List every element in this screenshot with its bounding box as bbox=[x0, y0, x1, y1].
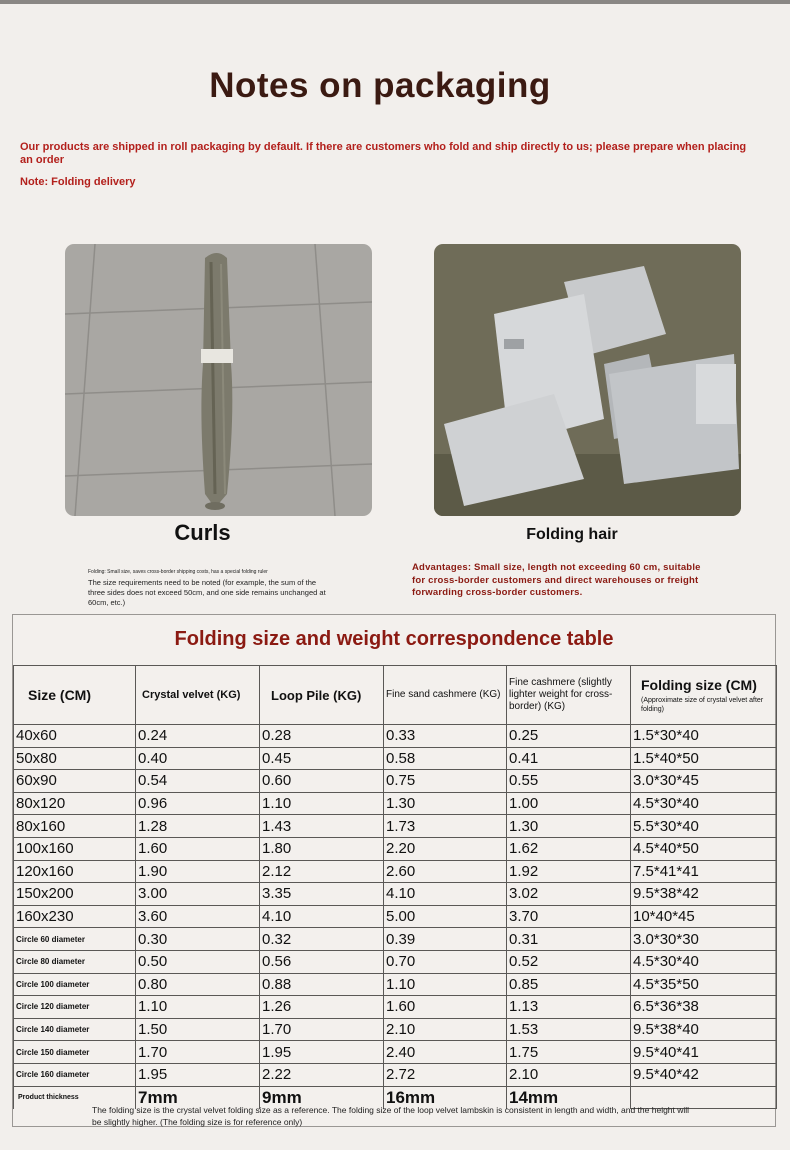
folded-packages-image bbox=[434, 244, 741, 516]
cell-thickness-loop: 9mm bbox=[260, 1086, 384, 1109]
cell-fine-sand: 2.40 bbox=[384, 1041, 507, 1064]
cell-fine-cashmere: 0.52 bbox=[507, 950, 631, 973]
table-row bbox=[14, 996, 777, 1019]
table-title: Folding size and weight correspondence table bbox=[13, 615, 775, 666]
cell-size: 120x160 bbox=[14, 860, 136, 883]
cell-fine-sand: 0.58 bbox=[384, 747, 507, 770]
cell-thickness-crystal: 7mm bbox=[136, 1086, 260, 1109]
cell-fine-cashmere: 1.62 bbox=[507, 837, 631, 860]
cell-size: Circle 120 diameter bbox=[14, 996, 136, 1019]
cell-crystal: 1.50 bbox=[136, 1018, 260, 1041]
cell-size: 160x230 bbox=[14, 905, 136, 928]
cell-fine-cashmere: 1.53 bbox=[507, 1018, 631, 1041]
cell-loop: 3.35 bbox=[260, 883, 384, 906]
cell-crystal: 1.28 bbox=[136, 815, 260, 838]
folding-note: Note: Folding delivery bbox=[20, 176, 136, 188]
size-requirement-note: The size requirements need to be noted (for example, the sum of the three sides does not exceed 50cm, and one side remains unchanged at 60cm, etc.) bbox=[88, 578, 326, 607]
header-size: Size (CM) bbox=[14, 666, 136, 725]
cell-crystal: 0.24 bbox=[136, 725, 260, 748]
table-row bbox=[14, 950, 777, 973]
table-row bbox=[14, 1041, 777, 1064]
folded-packages-photo bbox=[434, 244, 741, 516]
cell-size: Circle 60 diameter bbox=[14, 928, 136, 951]
cell-thickness-fine-cashmere: 14mm bbox=[507, 1086, 631, 1109]
table-row bbox=[14, 973, 777, 996]
cell-fine-sand: 1.60 bbox=[384, 996, 507, 1019]
cell-loop: 1.10 bbox=[260, 792, 384, 815]
cell-fine-sand: 1.73 bbox=[384, 815, 507, 838]
cell-loop: 0.60 bbox=[260, 770, 384, 793]
rolled-rug-image bbox=[65, 244, 372, 516]
cell-size: Circle 140 diameter bbox=[14, 1018, 136, 1041]
header-folding-size-sub: (Approximate size of crystal velvet after folding) bbox=[641, 696, 764, 713]
cell-crystal: 0.54 bbox=[136, 770, 260, 793]
table-row bbox=[14, 905, 777, 928]
cell-crystal: 1.10 bbox=[136, 996, 260, 1019]
cell-folding: 9.5*38*42 bbox=[631, 883, 777, 906]
cell-folding: 7.5*41*41 bbox=[631, 860, 777, 883]
cell-thickness-fine-sand: 16mm bbox=[384, 1086, 507, 1109]
cell-folding: 1.5*40*50 bbox=[631, 747, 777, 770]
cell-loop: 0.88 bbox=[260, 973, 384, 996]
cell-crystal: 0.30 bbox=[136, 928, 260, 951]
cell-fine-cashmere: 1.30 bbox=[507, 815, 631, 838]
cell-folding: 4.5*30*40 bbox=[631, 950, 777, 973]
cell-fine-cashmere: 0.25 bbox=[507, 725, 631, 748]
cell-size: 50x80 bbox=[14, 747, 136, 770]
cell-size: Circle 160 diameter bbox=[14, 1063, 136, 1086]
table-row bbox=[14, 928, 777, 951]
cell-fine-sand: 2.10 bbox=[384, 1018, 507, 1041]
cell-fine-cashmere: 0.31 bbox=[507, 928, 631, 951]
table-row bbox=[14, 1018, 777, 1041]
advantages-note: Advantages: Small size, length not exceeding 60 cm, suitable for cross-border customers and direct warehouses or freight forwarding cross-border customers. bbox=[412, 562, 701, 598]
header-folding-size-label: Folding size (CM) bbox=[641, 676, 757, 693]
cell-fine-cashmere: 1.75 bbox=[507, 1041, 631, 1064]
cell-folding: 4.5*30*40 bbox=[631, 792, 777, 815]
cell-size: Circle 80 diameter bbox=[14, 950, 136, 973]
table-row bbox=[14, 837, 777, 860]
cell-folding: 3.0*30*45 bbox=[631, 770, 777, 793]
cell-loop: 1.26 bbox=[260, 996, 384, 1019]
cell-folding: 3.0*30*30 bbox=[631, 928, 777, 951]
correspondence-table-panel bbox=[12, 614, 776, 1127]
cell-loop: 1.95 bbox=[260, 1041, 384, 1064]
rolled-rug-photo bbox=[65, 244, 372, 516]
cell-fine-cashmere: 0.85 bbox=[507, 973, 631, 996]
cell-size: 150x200 bbox=[14, 883, 136, 906]
cell-fine-cashmere: 1.00 bbox=[507, 792, 631, 815]
cell-thickness-label: Product thickness bbox=[14, 1086, 136, 1109]
cell-loop: 1.80 bbox=[260, 837, 384, 860]
table-footnote: The folding size is the crystal velvet folding size as a reference. The folding size of the loop velvet lambskin is consistent in length and width, and the height will be slightly higher. (The folding size is for reference only) bbox=[92, 1105, 690, 1127]
table-row bbox=[14, 725, 777, 748]
cell-folding: 9.5*38*40 bbox=[631, 1018, 777, 1041]
top-border bbox=[0, 0, 790, 4]
header-crystal-velvet: Crystal velvet (KG) bbox=[136, 666, 260, 725]
cell-size: 80x160 bbox=[14, 815, 136, 838]
cell-fine-sand: 2.60 bbox=[384, 860, 507, 883]
cell-fine-sand: 0.33 bbox=[384, 725, 507, 748]
cell-fine-sand: 0.70 bbox=[384, 950, 507, 973]
cell-crystal: 0.40 bbox=[136, 747, 260, 770]
cell-fine-cashmere: 0.41 bbox=[507, 747, 631, 770]
intro-text: Our products are shipped in roll packaging by default. If there are customers who fold and ship directly to us; please prepare when placing an order bbox=[20, 141, 747, 166]
table-row bbox=[14, 815, 777, 838]
cell-fine-sand: 5.00 bbox=[384, 905, 507, 928]
cell-size: Circle 100 diameter bbox=[14, 973, 136, 996]
cell-crystal: 1.60 bbox=[136, 837, 260, 860]
cell-loop: 0.28 bbox=[260, 725, 384, 748]
header-fine-cashmere: Fine cashmere (slightly lighter weight for cross-border) (KG) bbox=[507, 666, 631, 725]
cell-fine-sand: 2.72 bbox=[384, 1063, 507, 1086]
cell-fine-sand: 2.20 bbox=[384, 837, 507, 860]
header-fine-sand-cashmere: Fine sand cashmere (KG) bbox=[384, 666, 507, 725]
cell-folding: 9.5*40*42 bbox=[631, 1063, 777, 1086]
header-folding-size bbox=[631, 666, 777, 725]
table-header-row bbox=[14, 666, 777, 725]
cell-loop: 0.56 bbox=[260, 950, 384, 973]
cell-crystal: 1.90 bbox=[136, 860, 260, 883]
page-title: Notes on packaging bbox=[209, 66, 551, 105]
table-row bbox=[14, 747, 777, 770]
cell-folding: 6.5*36*38 bbox=[631, 996, 777, 1019]
header-loop-pile: Loop Pile (KG) bbox=[260, 666, 384, 725]
cell-size: Circle 150 diameter bbox=[14, 1041, 136, 1064]
folding-caption: Folding hair bbox=[526, 526, 618, 543]
cell-fine-cashmere: 3.02 bbox=[507, 883, 631, 906]
cell-folding: 4.5*35*50 bbox=[631, 973, 777, 996]
cell-fine-cashmere: 0.55 bbox=[507, 770, 631, 793]
cell-loop: 0.32 bbox=[260, 928, 384, 951]
cell-folding: 1.5*30*40 bbox=[631, 725, 777, 748]
cell-crystal: 1.70 bbox=[136, 1041, 260, 1064]
cell-size: 100x160 bbox=[14, 837, 136, 860]
folding-tiny-note: Folding: Small size, saves cross-border shipping costs, has a special folding ruler bbox=[88, 569, 268, 575]
cell-crystal: 0.50 bbox=[136, 950, 260, 973]
cell-loop: 1.43 bbox=[260, 815, 384, 838]
cell-size: 40x60 bbox=[14, 725, 136, 748]
cell-loop: 1.70 bbox=[260, 1018, 384, 1041]
cell-crystal: 0.80 bbox=[136, 973, 260, 996]
cell-size: 60x90 bbox=[14, 770, 136, 793]
table-row bbox=[14, 860, 777, 883]
table-row bbox=[14, 770, 777, 793]
cell-fine-sand: 0.39 bbox=[384, 928, 507, 951]
cell-fine-sand: 4.10 bbox=[384, 883, 507, 906]
table-row bbox=[14, 1063, 777, 1086]
cell-crystal: 0.96 bbox=[136, 792, 260, 815]
cell-loop: 4.10 bbox=[260, 905, 384, 928]
cell-fine-sand: 0.75 bbox=[384, 770, 507, 793]
cell-folding: 10*40*45 bbox=[631, 905, 777, 928]
cell-size: 80x120 bbox=[14, 792, 136, 815]
cell-fine-cashmere: 2.10 bbox=[507, 1063, 631, 1086]
cell-folding: 4.5*40*50 bbox=[631, 837, 777, 860]
cell-folding: 5.5*30*40 bbox=[631, 815, 777, 838]
correspondence-table bbox=[13, 665, 777, 1109]
cell-crystal: 3.00 bbox=[136, 883, 260, 906]
cell-loop: 2.22 bbox=[260, 1063, 384, 1086]
cell-loop: 2.12 bbox=[260, 860, 384, 883]
cell-fine-cashmere: 1.92 bbox=[507, 860, 631, 883]
table-row bbox=[14, 792, 777, 815]
cell-fine-sand: 1.30 bbox=[384, 792, 507, 815]
cell-crystal: 3.60 bbox=[136, 905, 260, 928]
cell-crystal: 1.95 bbox=[136, 1063, 260, 1086]
curls-caption: Curls bbox=[174, 520, 231, 545]
cell-fine-sand: 1.10 bbox=[384, 973, 507, 996]
cell-loop: 0.45 bbox=[260, 747, 384, 770]
table-row bbox=[14, 883, 777, 906]
cell-folding: 9.5*40*41 bbox=[631, 1041, 777, 1064]
cell-fine-cashmere: 3.70 bbox=[507, 905, 631, 928]
cell-fine-cashmere: 1.13 bbox=[507, 996, 631, 1019]
